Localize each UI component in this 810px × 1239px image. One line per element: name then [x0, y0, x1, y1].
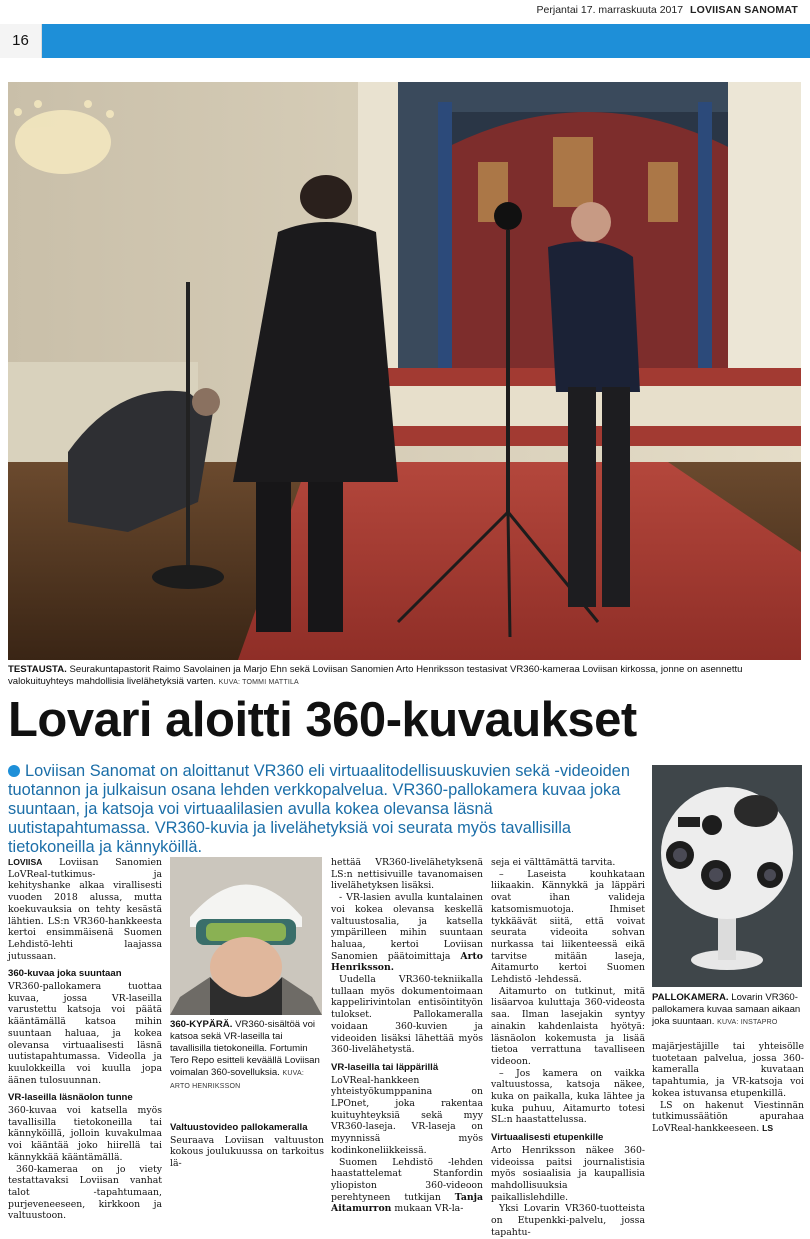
caption-label: 360-KYPÄRÄ.	[170, 1019, 233, 1030]
author-signature: LS	[762, 1122, 774, 1133]
paragraph: 360-kameraa on jo viety testattavaksi Loviisan vanhat talot -tapahtumaan, purjeveneeseen, kirkkoon ja valtuustoon.	[8, 1163, 162, 1222]
paragraph-text: Suomen Lehdistö -lehden haastattelemat Stanfordin yliopiston 360-videoon perehtyneen tutkijan	[331, 1156, 483, 1203]
photo-credit: KUVA: INSTAPRO	[717, 1019, 778, 1026]
paragraph: LoVReal-hankkeen yhteistyökumppanina on LPOnet, joka rakentaa kuituyhteyksiä sekä myy VR360-laseja. VR-laseja on myynnissä myös kodinkoneliikkeissä.	[331, 1074, 483, 1156]
article-column-3	[331, 857, 483, 1215]
paragraph: Uudella VR360-tekniikalla tullaan myös dokumentoimaan kappelirivintolan entisöintityön tulokset. Pallokameralla voidaan 360-kuvien ja videoiden lisäksi lähettää myös 360-livelähetystä.	[331, 974, 483, 1056]
paragraph-text: - VR-lasien avulla kuntalainen voi kokea olevansa keskellä valtuustosalia, ja katsella ympärilleen mihin suuntaan haluaa, kertoi Loviisan Sanomien päätoimittaja	[331, 892, 483, 962]
main-photo	[8, 82, 801, 660]
lead-bullet-icon	[8, 765, 20, 777]
newspaper-name: LOVIISAN SANOMAT	[689, 4, 798, 16]
article-column-4	[491, 857, 645, 1239]
helmet-photo	[170, 857, 322, 1015]
paragraph	[331, 1157, 483, 1216]
caption-text: Lovarin VR360-pallokamera kuvaa samaan aikaan joka suuntaan.	[652, 992, 801, 1027]
dateline: LOVIISA	[8, 857, 43, 867]
paragraph-text: mukaan VR-la-	[394, 1203, 464, 1215]
subheading: VR-laseilla läsnäolon tunne	[8, 1092, 133, 1104]
issue-date: Perjantai 17. marraskuuta 2017	[536, 4, 684, 16]
camera-photo-caption	[652, 992, 804, 1029]
paragraph: – Laseista kouhkataan liikaakin. Kännykkä ja läppäri ovat ihan valideja katsomismuotoja. Ihmiset tykkäävät siitä, että voivat seurata videoita sohvan nurkassa tai liikenteessä eikä tarvitse mitään laseja, Aitamurto kertoi Suomen Lehdistö -lehdessä.	[491, 868, 645, 986]
paragraph	[331, 892, 483, 974]
photo-credit: KUVA: TOMMI MATTILA	[218, 679, 299, 686]
page-header-line	[537, 4, 798, 16]
paragraph-text: LS on hakenut Viestinnän tutkimussäätiön apurahaa LoVReal-hankkeeseen.	[652, 1099, 804, 1134]
paragraph: seja ei välttämättä tarvita.	[491, 857, 616, 868]
lead-text: Loviisan Sanomat on aloittanut VR360 eli virtuaalitodellisuuskuvien sekä -videoiden tuotannon ja julkaisun osana lehden verkkopalvelua. VR360-pallokamera kuvaa joka suuntaan, ja katsoja voi virtuaalilasien avulla kokea olevansa läsnä uutistapahtumassa. VR360-kuvia ja livelähetyksiä voi seurata myös tavallisilla tietokoneilla ja kännyköillä.	[8, 762, 630, 856]
paragraph: VR360-pallokamera tuottaa kuvaa, jossa VR-laseilla varustettu katsoja voi päätä kääntämällä katsoa mihin suuntaan haluaa, ja kokea olevansa virtuaalisesti läsnä uutistapahtumassa. Videolla ja kuulokkeilla voi kuulla jopa äänen tulosuunnan.	[8, 981, 162, 1086]
caption-text: VR360-sisältöä voi katsoa sekä VR-laseilla tai tavallisilla tietokoneilla. Fortumin Tero Repo esitteli keväällä Loviisan voimalan 360-sovelluksia.	[170, 1019, 320, 1078]
paragraph: – Jos kamera on vaikka valtuustossa, katsoja näkee, kuka on paikalla, kuka lähtee ja kuka puhuu, Aitamurto totesi SL:n haastattelussa.	[491, 1067, 645, 1126]
article-column-2	[170, 1122, 324, 1170]
header-bar	[0, 24, 810, 58]
photo-credit: KUVA: ARTO HENRIKSSON	[170, 1070, 305, 1090]
paragraph: Yksi Lovarin VR360-tuotteista on Etupenkki-palvelu, jossa tapahtu-	[491, 1203, 645, 1238]
paragraph: Seuraava Loviisan valtuuston kokous joulukuussa on tarkoitus lä-	[170, 1134, 324, 1170]
person-name: Arto Henriksson.	[331, 950, 483, 974]
subheading: Virtuaalisesti etupenkille	[491, 1132, 604, 1144]
subheading: 360-kuvaa joka suuntaan	[8, 968, 122, 980]
article-headline: Lovari aloitti 360-kuvaukset	[8, 693, 637, 747]
subheading: VR-laseilla tai läppärillä	[331, 1061, 439, 1073]
paragraph: 360-kuvaa voi katsella myös tavallisilla tietokoneilla tai kännyköillä, jolloin kuvakulmaa voi kääntää joko hiirellä tai kännykkää kääntämällä.	[8, 1105, 162, 1163]
page-number: 16	[0, 24, 42, 58]
caption-text: Seurakuntapastorit Raimo Savolainen ja Marjo Ehn sekä Loviisan Sanomien Arto Henriksson testasivat VR360-kameraa Loviisan kirkossa, jonne on asennettu valokuituyhteys mahdollisia livelähetyksiä varten.	[8, 664, 743, 687]
main-photo-caption	[8, 664, 801, 689]
article-lead	[8, 762, 638, 857]
article-column-1	[8, 857, 162, 1222]
paragraph: Arto Henriksson näkee 360-videoissa paitsi journalistisia myös sosiaalisia ja kaupallisia mahdollisuuksia paikallislehdille.	[491, 1144, 645, 1203]
paragraph-text: Loviisan Sanomien LoVReal-tutkimus- ja kehityshanke alkaa virallisesti vuoden 2018 alussa, mutta koekuvauksia on tehty kesästä lähtien. LS:n VR360-hankkeesta kertoi ensimmäisenä Suomen Lehdistö-lehti laajassa jutussaan.	[8, 857, 162, 962]
paragraph	[652, 1100, 804, 1135]
helmet-photo-caption	[170, 1019, 324, 1093]
caption-label: TESTAUSTA.	[8, 664, 67, 675]
person-name: Tanja Aitamurron	[331, 1191, 483, 1215]
paragraph: majärjestäjille tai yhteisölle tuotetaan palvelua, jossa 360-kameralla kuvataan tapahtumia, ja VR-katsoja voi kokea istuvansa etupenkillä.	[652, 1041, 804, 1099]
caption-label: PALLOKAMERA.	[652, 992, 729, 1003]
subheading: Valtuustovideo pallokameralla	[170, 1122, 308, 1133]
camera-photo	[652, 765, 802, 987]
article-column-5	[652, 1041, 804, 1135]
paragraph: Aitamurto on tutkinut, mitä lisäarvoa kuluttaja 360-videosta saa. Ilman lasejakin syntyy ainakin kahdenlaista hyötyä: läsnäolon kokemusta ja lisää tietoa verrattuna tavalliseen videoon.	[491, 985, 645, 1067]
paragraph	[8, 857, 162, 962]
paragraph: hettää VR360-livelähetyksenä LS:n nettisivuille tavanomaisen livelähetyksen lisäksi.	[331, 857, 483, 892]
